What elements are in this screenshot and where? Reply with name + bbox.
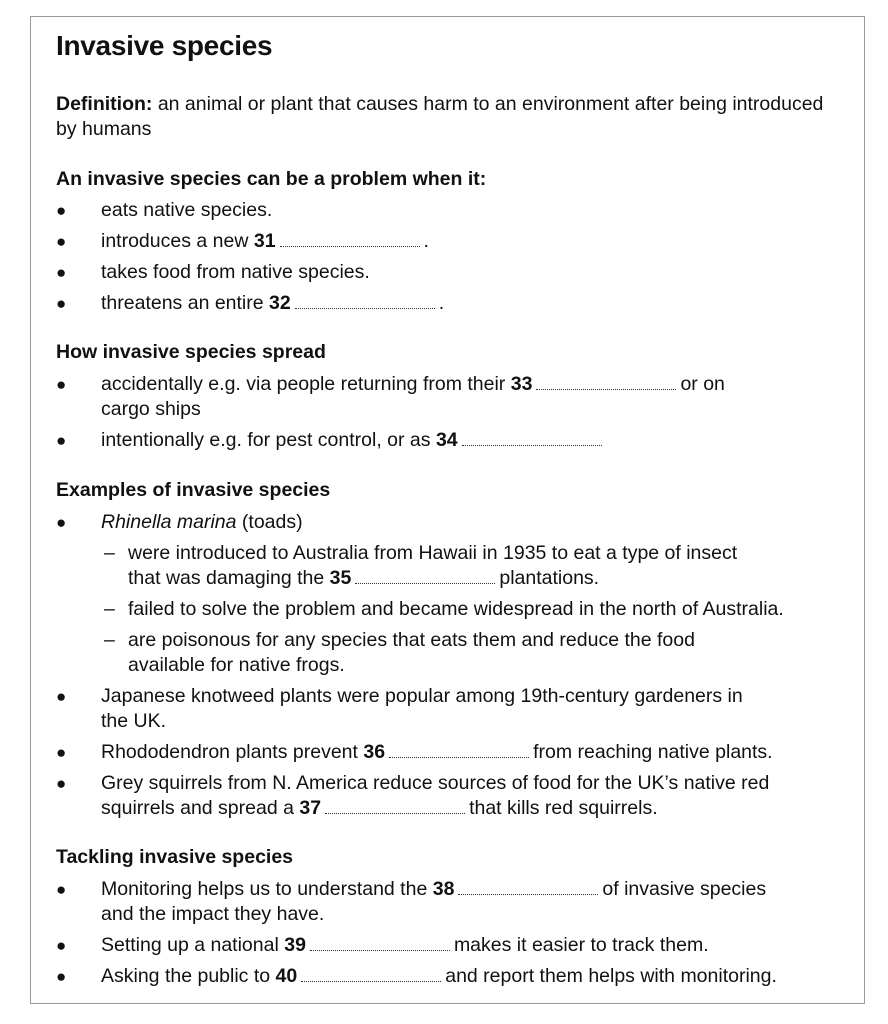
answer-blank-38[interactable] <box>458 880 598 895</box>
definition-text: an animal or plant that causes harm to an environment after being introduced by humans <box>56 93 824 140</box>
bullet-icon: ● <box>56 880 67 899</box>
question-number: 32 <box>269 292 291 314</box>
bullet-icon: ● <box>56 967 67 986</box>
problem-heading: An invasive species can be a problem when it: <box>56 168 487 190</box>
list-item-text: takes food from native species. <box>101 261 370 283</box>
definition-label: Definition: <box>56 93 153 115</box>
answer-blank-37[interactable] <box>325 799 465 814</box>
answer-blank-40[interactable] <box>301 967 441 982</box>
sub-item-text: were introduced to Australia from Hawaii in 1935 to eat a type of insect that was damaging the 35 plantations. <box>128 542 738 589</box>
bullet-icon: ● <box>56 263 67 282</box>
answer-blank-31[interactable] <box>280 232 420 247</box>
answer-blank-34[interactable] <box>462 431 602 446</box>
list-item-text: Rhinella marina (toads) <box>101 511 303 533</box>
list-item-text: intentionally e.g. for pest control, or as 34 <box>101 428 846 453</box>
list-item-text: accidentally e.g. via people returning from their 33 or on cargo ships <box>101 373 725 420</box>
list-item-text: Grey squirrels from N. America reduce sources of food for the UK’s native red squirrels and spread a 37 that kills red squirrels. <box>101 772 770 819</box>
list-item-text: Setting up a national 39 makes it easier to track them. <box>101 934 709 956</box>
list-item-text: introduces a new 31 . <box>101 230 429 252</box>
bullet-icon: ● <box>56 294 67 313</box>
bullet-icon: ● <box>56 201 67 220</box>
list-item-text: Japanese knotweed plants were popular among 19th-century gardeners in the UK. <box>101 685 743 732</box>
answer-blank-33[interactable] <box>536 375 676 390</box>
dash-icon: – <box>104 629 115 651</box>
page-title: Invasive species <box>56 30 273 61</box>
examples-heading: Examples of invasive species <box>56 479 331 501</box>
tackling-heading: Tackling invasive species <box>56 846 294 868</box>
question-number: 36 <box>363 741 386 763</box>
bullet-icon: ● <box>56 513 67 532</box>
bullet-icon: ● <box>56 375 67 394</box>
question-number: 34 <box>435 429 458 451</box>
answer-blank-32[interactable] <box>295 294 435 309</box>
dash-icon: – <box>104 542 115 564</box>
species-name: Rhinella marina <box>101 511 237 533</box>
list-item-text: threatens an entire 32 . <box>101 292 445 314</box>
definition <box>56 92 826 142</box>
bullet-icon: ● <box>56 774 67 793</box>
question-number: 40 <box>275 965 298 987</box>
bullet-icon: ● <box>56 232 67 251</box>
list-item-text: Rhododendron plants prevent 36 from reaching native plants. <box>101 741 773 763</box>
question-number: 37 <box>299 797 322 819</box>
answer-blank-36[interactable] <box>389 743 529 758</box>
question-number: 35 <box>329 567 352 589</box>
list-item-text: Monitoring helps us to understand the 38 of invasive species and the impact they have. <box>101 878 767 925</box>
list-item-text: Asking the public to 40 and report them helps with monitoring. <box>101 965 777 987</box>
question-number: 39 <box>284 934 306 956</box>
bullet-icon: ● <box>56 687 67 706</box>
question-number: 33 <box>510 373 533 395</box>
question-number: 38 <box>432 878 455 900</box>
answer-blank-39[interactable] <box>310 936 450 951</box>
bullet-icon: ● <box>56 743 67 762</box>
list-item-text: eats native species. <box>101 199 273 221</box>
answer-blank-35[interactable] <box>355 569 495 584</box>
sub-item-text: failed to solve the problem and became widespread in the north of Australia. <box>128 598 784 620</box>
spread-heading: How invasive species spread <box>56 341 326 363</box>
sub-item-text: are poisonous for any species that eats them and reduce the food available for native frogs. <box>128 629 695 676</box>
bullet-icon: ● <box>56 936 67 955</box>
question-number: 31 <box>253 230 276 252</box>
bullet-icon: ● <box>56 431 67 450</box>
dash-icon: – <box>104 598 115 620</box>
